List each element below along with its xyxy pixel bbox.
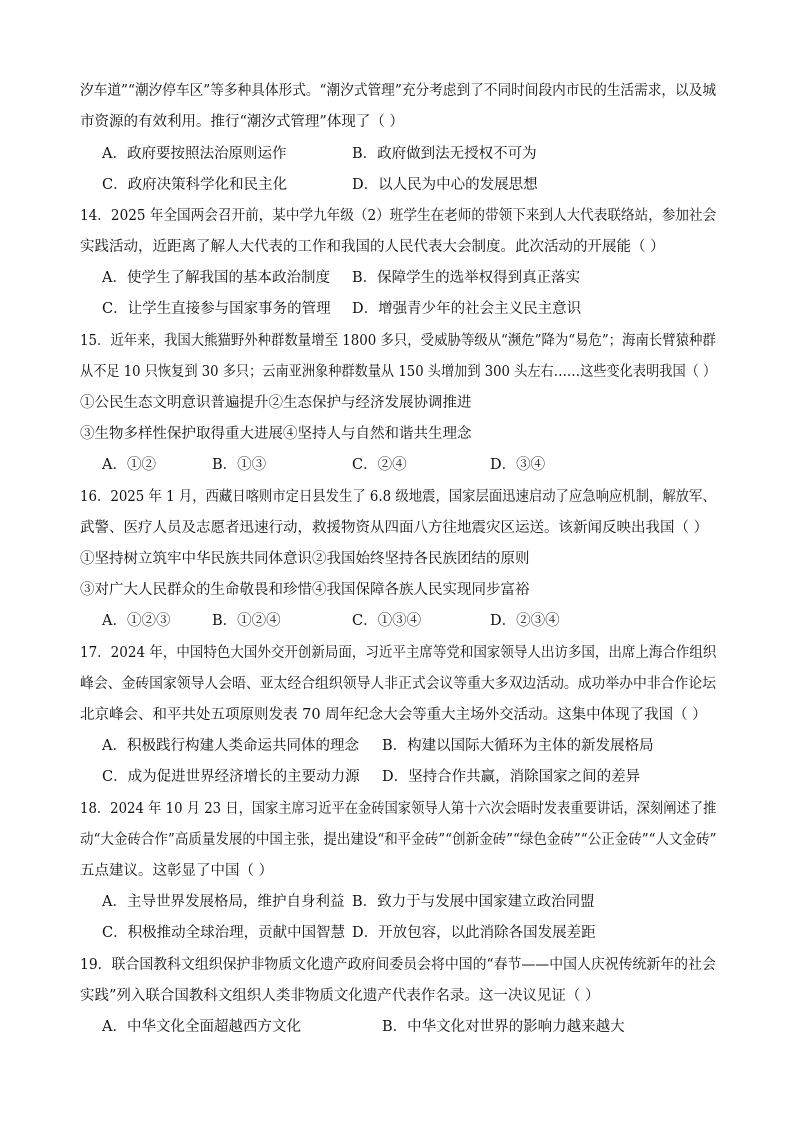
question-text-line: 16．2025 年 1 月，西藏日喀则市定日县发生了 6.8 级地震，国家层面迅速启动了应急响应机制，解放军、: [80, 489, 716, 505]
question-text-line: 17．2024 年，中国特色大国外交开创新局面，习近平主席等党和国家领导人出访多国，出席上海合作组织: [80, 645, 717, 661]
option-d: D．③④: [490, 457, 546, 473]
statement-line: ①公民生态文明意识普遍提升②生态保护与经济发展协调推进: [80, 395, 472, 411]
question-text-line: 18．2024 年 10 月 23 日，国家主席习近平在金砖国家领导人第十六次会晤时发表重要讲话，深刻阐述了推: [80, 801, 717, 817]
option-c: C．①③④: [352, 613, 422, 629]
question-text-line: 14．2025 年全国两会召开前，某中学九年级（2）班学生在老师的带领下来到人大代表联络站，参加社会: [80, 208, 717, 224]
statement-line: ①坚持树立筑牢中华民族共同体意识②我国始终坚持各民族团结的原则: [80, 551, 530, 567]
option-a: A．主导世界发展格局，维护自身利益: [102, 894, 345, 910]
question-text-line: 实践活动，近距离了解人大代表的工作和我国的人民代表大会制度。此次活动的开展能（ ）: [80, 239, 665, 255]
option-d: D．以人民为中心的发展思想: [352, 177, 538, 193]
question-text-line: 从不足 10 只恢复到 30 多只；云南亚洲象种群数量从 150 头增加到 300 头左右……这些变化表明我国（ ）: [80, 364, 717, 380]
option-b: B．政府做到法无授权不可为: [352, 146, 537, 162]
statement-line: ③对广大人民群众的生命敬畏和珍惜④我国保障各族人民实现同步富裕: [80, 582, 530, 598]
option-d: D．坚持合作共赢，消除国家之间的差异: [382, 769, 641, 785]
question-text-line: 动“大金砖合作”高质量发展的中国主张，提出建设“和平金砖”“创新金砖”“绿色金砖”“公正金砖”“人文金砖”: [80, 832, 717, 848]
option-a: A．使学生了解我国的基本政治制度: [102, 270, 330, 286]
question-text-line: 武警、医疗人员及志愿者迅速行动，救援物资从四面八方往地震灾区运送。该新闻反映出我国（ ）: [80, 520, 709, 536]
question-text-line: 北京峰会、和平共处五项原则发表 70 周年纪念大会等重大主场外交活动。这集中体现了我国（ ）: [80, 707, 707, 723]
option-a: A．中华文化全面超越西方文化: [102, 1019, 301, 1035]
option-b: B．①③: [212, 457, 267, 473]
option-a: A．政府要按照法治原则运作: [102, 146, 287, 162]
option-a: A．积极践行构建人类命运共同体的理念: [102, 738, 359, 754]
question-text-line: 实践”列入联合国教科文组织人类非物质文化遗产代表作名录。这一决议见证（ ）: [80, 988, 600, 1004]
question-text-line: 19．联合国教科文组织保护非物质文化遗产政府间委员会将中国的“春节——中国人庆祝传统新年的社会: [80, 957, 716, 973]
option-d: D．②③④: [490, 613, 560, 629]
question-text-line: 15．近年来，我国大熊猫野外种群数量增至 1800 多只，受威胁等级从“濒危”降为“易危”；海南长臂猿种群: [80, 333, 716, 349]
option-b: B．保障学生的选举权得到真正落实: [352, 270, 581, 286]
option-b: B．构建以国际大循环为主体的新发展格局: [382, 738, 654, 754]
option-a: A．①②③: [102, 613, 171, 629]
option-b: B．①②④: [212, 613, 281, 629]
option-c: C．政府决策科学化和民主化: [102, 177, 288, 193]
question-text-line: 峰会、金砖国家领导人会晤、亚太经合组织领导人非正式会议等重大多双边活动。成功举办中非合作论坛: [80, 676, 716, 692]
question-text-line: 市资源的有效利用。推行“潮汐式管理”体现了（ ）: [80, 114, 404, 130]
option-b: B．致力于与发展中国家建立政治同盟: [352, 894, 595, 910]
question-text-line: 汐车道”“潮汐停车区”等多种具体形式。“潮汐式管理”充分考虑到了不同时间段内市民的生活需求，以及城: [80, 83, 717, 99]
option-b: B．中华文化对世界的影响力越来越大: [382, 1019, 625, 1035]
statement-line: ③生物多样性保护取得重大进展④坚持人与自然和谐共生理念: [80, 426, 472, 442]
option-c: C．让学生直接参与国家事务的管理: [102, 301, 331, 317]
option-c: C．积极推动全球治理，贡献中国智慧: [102, 925, 346, 941]
option-d: D．开放包容，以此消除各国发展差距: [352, 925, 596, 941]
option-a: A．①②: [102, 457, 156, 473]
option-c: C．②④: [352, 457, 407, 473]
question-text-line: 五点建议。这彰显了中国（ ）: [80, 863, 274, 879]
option-d: D．增强青少年的社会主义民主意识: [352, 301, 582, 317]
option-c: C．成为促进世界经济增长的主要动力源: [102, 769, 360, 785]
